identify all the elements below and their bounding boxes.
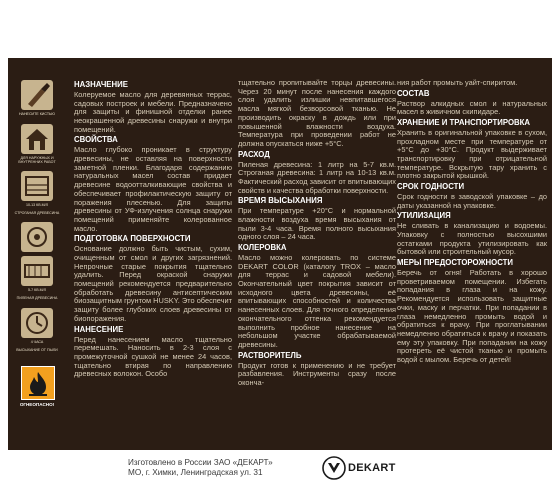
icon-label-brush: НАНЕСИТЕ КИСТЬЮ bbox=[18, 112, 56, 116]
heading-storage: ХРАНЕНИЕ И ТРАНСПОРТИРОВКА bbox=[397, 118, 531, 128]
paragraph-solvent-cont: ния работ промыть уайт-спиритом. bbox=[397, 78, 518, 87]
icon-label-sawn-wood: ПИЛЕНАЯ ДРЕВЕСИНА bbox=[16, 296, 58, 300]
text-column-1 bbox=[74, 79, 232, 379]
heading-consumption: РАСХОД bbox=[238, 149, 270, 159]
dekart-logo-icon bbox=[322, 456, 346, 480]
paragraph-application: Перед нанесением масло тщательно перемешать. Наносить в 2-3 слоя с промежуточной сушкой не менее 24 часов, тщательно втирая по направлению древесных волокон. Особо bbox=[74, 334, 232, 379]
heading-tinting: КОЛЕРОВКА bbox=[238, 243, 287, 253]
heading-application: НАНЕСЕНИЕ bbox=[74, 324, 124, 334]
sawn-wood-icon-2 bbox=[21, 256, 53, 286]
paragraph-precautions: Беречь от огня! Работать в хорошо проветриваемом помещении. Избегать попадания в глаза и на кожу. Рекомендуется использовать защитные очки, маску и перчатки. При попадании в глаза немедленно промыть водой и обратиться к врачу. При проглатывании немедленно обратиться к врачу и показать ему эту упаковку. При попадании на кожу протереть её чистой тканью и промыть водой с мылом. Беречь от детей! bbox=[397, 268, 547, 365]
manufacturer-info bbox=[128, 458, 308, 478]
paragraph-purpose: Колеруемое масло для деревянных террас, садовых построек и мебели. Предназначено для защиты и финишной отделки ранее неокрашенной древесины снаружи и внутри помещений. bbox=[74, 89, 232, 134]
heading-surface-prep: ПОДГОТОВКА ПОВЕРХНОСТИ bbox=[74, 234, 191, 244]
paragraph-tinting: Масло можно колеровать по системе DEKART COLOR (каталогу TROX – масло для террас и садовой мебели). Окончательный цвет покрытия зависит от исходного цвета древесины, её впитывающих способностей и количества нанесенных слоев. Для точного определения окончательного оттенка рекомендуется выполнить пробное нанесение на небольшом участке обрабатываемой древесины. bbox=[238, 252, 396, 349]
label-panel bbox=[8, 58, 552, 450]
house-icon bbox=[21, 124, 53, 154]
heading-solvent: РАСТВОРИТЕЛЬ bbox=[238, 350, 302, 360]
paragraph-surface-prep: Основание должно быть чистым, сухим, очищенным от смол и других загрязнений. Непрочные старые покрытия тщательно удалить. Перед окраской снаружи помещений рекомендуется предварительно обработать древесину антисептическим биозащитным грунтом HUSKY. Это обеспечит защиту более глубоких слоев древесины от биопоражения. bbox=[74, 244, 232, 323]
paragraph-application-cont: тщательно пропитывайте торцы древесины. Через 20 минут после нанесения каждого слоя удалить излишки невпитавшегося масла мягкой безворсовой тканью. Не производить окраску в дождь или при повышенной влажности воздуха. Температура при проведении работ не должна опускаться ниже +5°С. bbox=[238, 78, 396, 148]
paragraph-drying-time: При температуре +20°С и нормальной влажности воздуха время высыхания от пыли 3-4 часа. Время полного высыхания одного слоя – 24 часа. bbox=[238, 206, 396, 242]
paragraph-disposal: Не сливать в канализацию и водоемы. Упаковку с полностью высохшими остатками продукта утилизировать как бытовой или строительный мусор. bbox=[397, 221, 547, 257]
heading-composition: СОСТАВ bbox=[397, 88, 430, 98]
fire-warning-label: ОГНЕОПАСНО! bbox=[19, 402, 55, 407]
heading-precautions: МЕРЫ ПРЕДОСТОРОЖНОСТИ bbox=[397, 258, 513, 268]
heading-shelf-life: СРОК ГОДНОСТИ bbox=[397, 182, 465, 192]
paragraph-storage: Хранить в оригинальной упаковке в сухом, прохладном месте при температуре от +5°С до +30°С. Продукт выдерживает транспортировку при отрицательной температуре. Вскрытую тару хранить с плотно закрытой крышкой. bbox=[397, 127, 547, 181]
icon-label-dust-dry: ВЫСЫХАНИЕ ОТ ПЫЛИ bbox=[16, 348, 58, 352]
drying-time-icon bbox=[21, 308, 53, 338]
manufacturer-line-1: Изготовлено в России ЗАО «ДЕКАРТ» bbox=[128, 458, 273, 467]
brush-icon bbox=[21, 80, 53, 110]
icon-label-coverage: 10-13 КВ.М/Л bbox=[25, 203, 49, 207]
paragraph-consumption: Пиленая древесина: 1 литр на 5-7 кв.м. Строганая древесина: 1 литр на 10-13 кв.м. Фактический расход зависит от впитывающих свойств и качества обработки поверхности. bbox=[238, 159, 396, 195]
icon-label-planed-wood: СТРОГАНАЯ ДРЕВЕСИНА bbox=[14, 211, 60, 215]
icon-column bbox=[8, 58, 66, 450]
coverage-icon bbox=[21, 171, 53, 201]
heading-drying-time: ВРЕМЯ ВЫСЫХАНИЯ bbox=[238, 196, 323, 206]
heading-properties: СВОЙСТВА bbox=[74, 135, 118, 145]
text-column-2 bbox=[238, 79, 396, 388]
icon-label-sawn-coverage: 5-7 КВ.М/Л bbox=[27, 288, 47, 292]
paragraph-properties: Масло глубоко проникает в структуру древесины, не оставляя на поверхности заметной пленки. Благодаря содержанию натуральных масел состав придает древесине водоотталкивающие свойства и обеспечивает профилактическую защиту от поражения плесенью. Для защиты древесины от УФ-излучения солнца снаружи помещений применяйте колерованное масло. bbox=[74, 145, 232, 233]
icon-label-drying-time: 4 ЧАСА bbox=[30, 340, 44, 344]
text-column-3 bbox=[397, 79, 547, 365]
paragraph-composition: Раствор алкидных смол и натуральных масел в живичном скипидаре. bbox=[397, 98, 547, 117]
manufacturer-line-2: МО, г. Химки, Ленинградская ул. 31 bbox=[128, 468, 263, 477]
sawn-wood-icon bbox=[21, 222, 53, 252]
paragraph-solvent: Продукт готов к применению и не требует разбавления. Инструменты сразу после оконча- bbox=[238, 360, 396, 388]
flame-hazard-icon bbox=[21, 366, 55, 400]
paragraph-shelf-life: Срок годности в заводской упаковке – до даты указанной на упаковке. bbox=[397, 192, 547, 210]
icon-label-house: ДЛЯ НАРУЖНЫХ И ВНУТРЕННИХ РАБОТ bbox=[18, 156, 56, 165]
heading-disposal: УТИЛИЗАЦИЯ bbox=[397, 211, 451, 221]
brand-logo bbox=[322, 456, 402, 480]
brand-name: DEKART bbox=[348, 462, 396, 474]
heading-purpose: НАЗНАЧЕНИЕ bbox=[74, 80, 128, 89]
